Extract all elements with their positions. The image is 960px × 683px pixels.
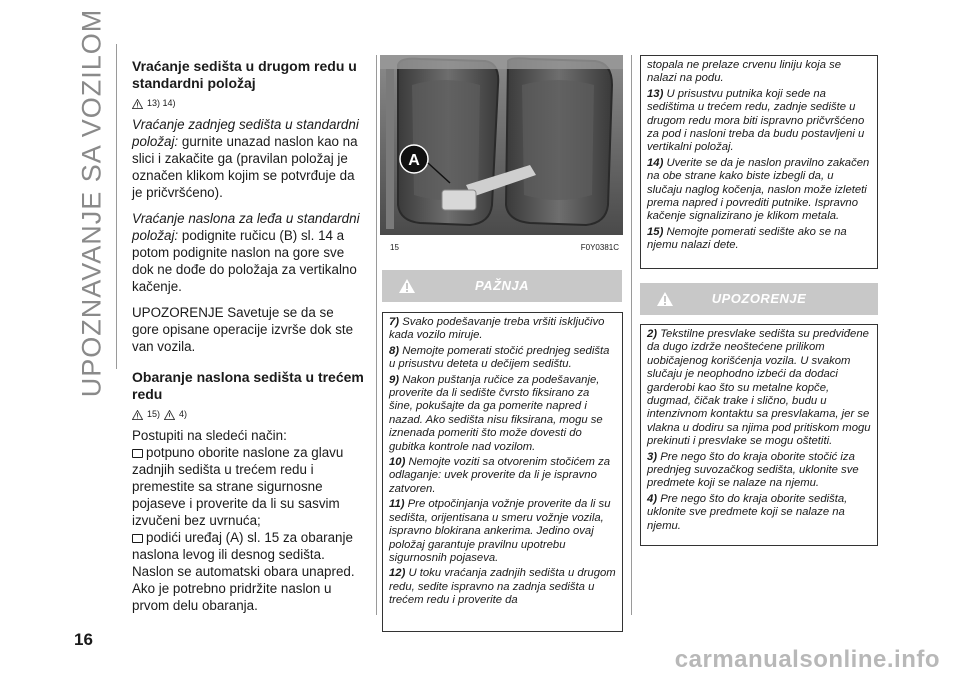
warning-item: 3) Pre nego što do kraja oborite stočić iza prednjeg suvozačkog sedišta, uklonite sve predmete koji se nalaze na njemu. [647, 450, 859, 490]
main-text-column [132, 58, 364, 623]
caution-item: 7) Svako podešavanje treba vršiti isključivo kada vozilo miruje. [389, 316, 605, 342]
caution-item: 11) Pre otpočinjanja vožnje proverite da li su sedišta, orijentisana u smeru vožnje vozila, ispravno blokirana ankerima. Jedino ovaj položaj garantuje pravilnu upotrebu sigurnosnih pojaseva. [389, 498, 611, 564]
page-number: 16 [74, 630, 93, 649]
warning-refs-2 [132, 406, 364, 423]
bullet-item-1 [132, 444, 364, 529]
caution-item: 13) U prisustvu putnika koji sede na sedištima u trećem redu, zadnje sedište u drugom redu mora biti ispravno pričvršćeno za pod i nasloni treba da budu postavljeni u vertikalni položaj. [647, 87, 865, 154]
warning-box [640, 324, 878, 546]
warning-item: 4) Pre nego što do kraja oborite sedišta, uklonite sve predmete koji se nalaze na njemu. [647, 492, 848, 532]
paragraph-warning-note: UPOZORENJE Savetuje se da se gore opisane operacije izvrše dok ste van vozila. [132, 305, 354, 354]
watermark-text: carmanualsonline.info [674, 646, 940, 673]
caution-banner [382, 270, 622, 302]
heading-third-row: Obaranje naslona sedišta u trećem redu [132, 369, 364, 402]
seat-photo [380, 55, 623, 235]
rear-seat-text: gurnite unazad naslon kao na slici i zakačite ga (pravilan položaj je označen klikom kojim se potvrđuje da je pričvršćeno). [132, 134, 358, 200]
figure-caption-row [390, 243, 623, 252]
warning-refs-1 [132, 95, 364, 112]
bullet-text-1: potpuno oborite naslone za glavu zadnjih sedišta u trećem redu i premestite sa strane sigurnosne pojaseve i proverite da li su sasvim izvučeni bez uvrnuća; [132, 445, 344, 528]
caution-banner-title: PAŽNJA [474, 278, 530, 293]
warning-triangle-icon [132, 99, 143, 109]
figure-code: F0Y0381C [580, 243, 619, 252]
caution-item: 9) Nakon puštanja ručice za podešavanje, proverite da li sedište čvrsto fiksirano za šine, pokušajte da ga pomerite napred i nazad. Ako sedišta nisu fiksirana, mogu se iznenada pomeriti što može dovesti do gubitka kontrole nad vozilom. [389, 373, 603, 453]
bullet-square-icon [132, 534, 143, 543]
warning-banner [640, 283, 878, 315]
backrest-term: Vraćanje naslona za leđa u standardni položaj: [132, 211, 360, 243]
caution-ref-number: 4) [179, 409, 188, 419]
continued-warnings-column [640, 55, 878, 546]
caution-item: 15) Nemojte pomerati sedište ako se na njemu nalazi dete. [647, 225, 847, 252]
seat-illustration [380, 55, 623, 235]
column-divider-2 [631, 55, 632, 615]
side-section-title [72, 8, 112, 398]
figure-number: 15 [390, 243, 399, 252]
backrest-text: podignite ručicu (B) sl. 14 a potom podignite naslon na gore sve dok ne dođe do položaja za vertikalno kačenje. [132, 228, 357, 294]
caution-triangle-icon [164, 410, 175, 420]
caution-box [382, 312, 623, 632]
caution-item: 12) U toku vraćanja zadnjih sedišta u drugom redu, sedite ispravno na zadnja sedišta u trećem redu i proverite da [389, 567, 616, 607]
caution-item: 14) Uverite se da je naslon pravilno zakačen na obe strane kako biste izbegli da, u slučaju naglog kočenja, naslon može izleteti prema napred i povrediti putnike. Ispravno kačenje signalizirano je klikom metala. [647, 156, 870, 223]
caution-continuation: stopala ne prelaze crvenu liniju koja se nalazi na podu. [647, 59, 842, 85]
warning-triangle-icon [132, 410, 143, 420]
paragraph-rear-seat [132, 116, 364, 201]
callout-label-a: A [408, 152, 420, 169]
caution-box-continued [640, 55, 878, 269]
warning-ref-number: 15) [147, 409, 161, 419]
rear-seat-term: Vraćanje zadnjeg sedišta u standardni položaj: [132, 117, 359, 149]
figure-and-caution-column [380, 55, 625, 632]
warning-item: 2) Tekstilne presvlake sedišta su predviđene da dugo izdrže neoštećene prilikom uobičajenog korišćenja vozila. U svakom slučaju je neophodno izbeći da dodaci garderobi kao što su metalne kopče, dugmad, čičak trake i slično, budu u intenzivnom kontaktu sa presvlakama, jer se vlakna u dodiru sa njima pod pritiskom mogu prekinuti i presvlake se mogu oštetiti. [647, 328, 871, 448]
warning-ref-numbers: 13) 14) [147, 98, 176, 108]
side-divider [116, 44, 117, 369]
bullet-text-2: podići uređaj (A) sl. 15 za obaranje naslona levog ili desnog sedišta. Naslon se automatski obara unapred. Ako je potrebno pridržite naslon u prvom delu obaranja. [132, 530, 355, 613]
caution-item: 10) Nemojte voziti sa otvorenim stočićem za odlaganje: uvek proverite da li je ispravno zatvoren. [389, 456, 610, 495]
heading-second-row-seat: Vraćanje sedišta u drugom redu u standardni položaj [132, 58, 357, 91]
side-title-text: UPOZNAVANJE SA VOZILOM [76, 8, 107, 398]
caution-item: 8) Nemojte pomerati stočić prednjeg sedišta u prisustvu deteta u dečijem sedištu. [389, 344, 610, 371]
warning-banner-title: UPOZORENJE [711, 291, 807, 306]
bullet-item-2 [132, 529, 364, 614]
paragraph-backrest [132, 210, 364, 295]
paragraph-procedure: Postupiti na sledeći način: [132, 428, 287, 443]
column-divider-1 [376, 55, 377, 615]
bullet-square-icon [132, 449, 143, 458]
